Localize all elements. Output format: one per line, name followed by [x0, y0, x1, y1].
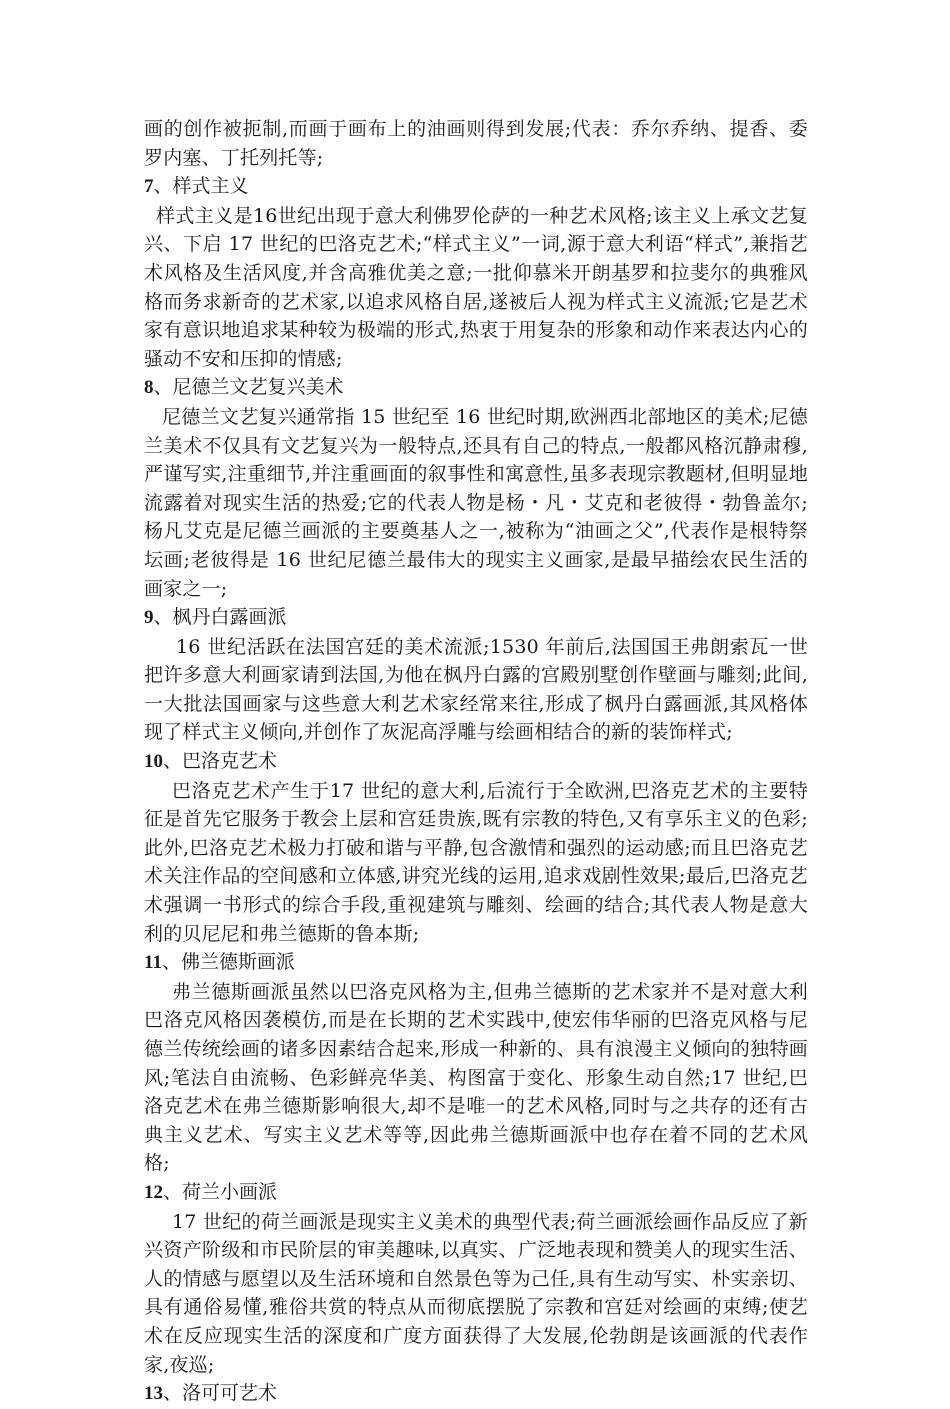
section-number: 10 — [144, 751, 163, 773]
section-title: 、巴洛克艺术 — [163, 750, 278, 773]
section-number: 8 — [144, 377, 154, 399]
section-title: 、样式主义 — [153, 175, 249, 198]
section-number: 11 — [144, 952, 162, 974]
section-title: 、洛可可艺术 — [163, 1382, 278, 1405]
section-body-9: 16 世纪活跃在法国宫廷的美术流派;1530 年前后,法国国王弗朗索瓦一世把许多意大利画家请到法国,为他在枫丹白露的宫殿别墅创作壁画与雕刻;此间,一大批法国画家与这些意大利艺术家经常来往,形成了枫丹白露画派,其风格体现了样式主义倾向,并创作了灰泥高浮雕与绘画相结合的新的装饰样式; — [144, 635, 808, 744]
section-title: 、尼德兰文艺复兴美术 — [153, 376, 344, 399]
section-body-12: 17 世纪的荷兰画派是现实主义美术的典型代表;荷兰画派绘画作品反应了新兴资产阶级和市民阶层的审美趣味,以真实、广泛地表现和赞美人的现实生活、人的情感与愿望以及生活环境和自然景色等为己任,具有生动写实、朴实亲切、具有通俗易懂,雅俗共赏的特点从而彻底摆脱了宗教和宫廷对绘画的束缚;使艺术在反应现实生活的深度和广度方面获得了大发展,伦勃朗是该画派的代表作家,夜巡; — [144, 1210, 808, 1376]
section-heading-8 — [144, 373, 808, 403]
section-title: 、枫丹白露画派 — [153, 606, 287, 629]
section-body-8: 尼德兰文艺复兴通常指 15 世纪至 16 世纪时期,欧洲西北部地区的美术;尼德兰美术不仅具有文艺复兴为一般特点,还具有自己的特点,一般都风格沉静肃穆,严谨写实,注重细节,并注重画面的叙事性和寓意性,虽多表现宗教题材,但明显地流露着对现实生活的热爱;它的代表人物是杨・凡・艾克和老彼得・勃鲁盖尔;杨凡艾克是尼德兰画派的主要奠基人之一,被称为“油画之父”,代表作是根特祭坛画;老彼得是 16 世纪尼德兰最伟大的现实主义画家,是最早描绘农民生活的画家之一; — [144, 405, 808, 600]
section-heading-11 — [144, 948, 808, 978]
section-heading-10 — [144, 747, 808, 777]
section-body-7: 样式主义是16世纪出现于意大利佛罗伦萨的一种艺术风格;该主义上承文艺复兴、下启 17 世纪的巴洛克艺术;“样式主义”一词,源于意大利语“样式”,兼指艺术风格及生活风度,并含高雅优美之意;一批仰慕米开朗基罗和拉斐尔的典雅风格而务求新奇的艺术家,以追求风格自居,遂被后人视为样式主义流派;它是艺术家有意识地追求某种较为极端的形式,热衷于用复杂的形象和动作来表达内心的骚动不安和压抑的情感; — [144, 204, 808, 370]
intro-paragraph: 画的创作被扼制,而画于画布上的油画则得到发展;代表：乔尔乔纳、提香、委罗内塞、丁托列托等; — [144, 118, 808, 169]
section-number: 7 — [144, 176, 154, 198]
section-heading-12 — [144, 1178, 808, 1208]
section-body-10: 巴洛克艺术产生于17 世纪的意大利,后流行于全欧洲,巴洛克艺术的主要特征是首先它服务于教会上层和宫廷贵族,既有宗教的特色,又有享乐主义的色彩;此外,巴洛克艺术极力打破和谐与平静,包含激情和强烈的运动感;而且巴洛克艺术关注作品的空间感和立体感,讲究光线的运用,追求戏剧性效果;最后,巴洛克艺术强调一书形式的综合手段,重视建筑与雕刻、绘画的结合;其代表人物是意大利的贝尼尼和弗兰德斯的鲁本斯; — [144, 779, 808, 945]
section-title: 、佛兰德斯画派 — [161, 951, 295, 974]
section-heading-13 — [144, 1379, 808, 1409]
section-number: 12 — [144, 1181, 163, 1203]
section-heading-7 — [144, 172, 808, 202]
section-body-11: 弗兰德斯画派虽然以巴洛克风格为主,但弗兰德斯的艺术家并不是对意大利巴洛克风格因袭模仿,而是在长期的艺术实践中,使宏伟华丽的巴洛克风格与尼德兰传统绘画的诸多因素结合起来,形成一种新的、具有浪漫主义倾向的独特画风;笔法自由流畅、色彩鲜亮华美、构图富于变化、形象生动自然;17 世纪,巴洛克艺术在弗兰德斯影响很大,却不是唯一的艺术风格,同时与之共存的还有古典主义艺术、写实主义艺术等等,因此弗兰德斯画派中也存在着不同的艺术风格; — [144, 980, 808, 1175]
section-title: 、荷兰小画派 — [163, 1180, 278, 1203]
section-number: 9 — [144, 607, 154, 629]
section-number: 13 — [144, 1383, 163, 1405]
section-heading-9 — [144, 603, 808, 633]
